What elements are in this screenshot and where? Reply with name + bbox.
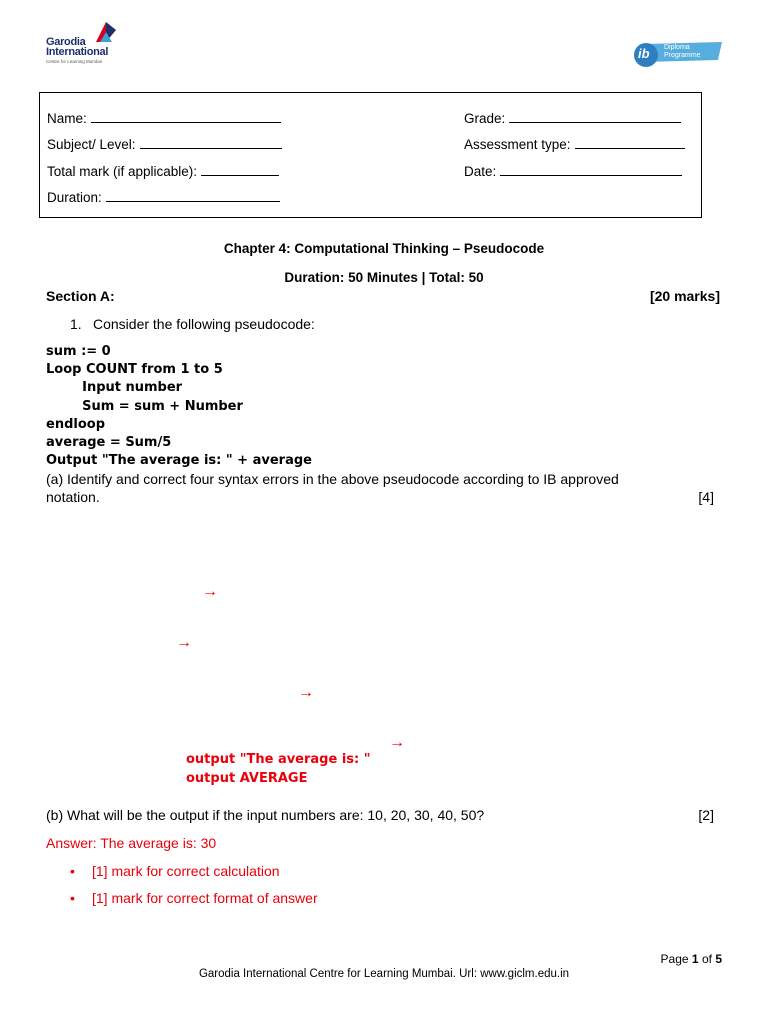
ib-line-1: Diploma: [664, 44, 690, 51]
code-line: Input number: [64, 380, 183, 395]
answer-output-line-1: output "The average is: ": [186, 752, 371, 767]
duration-field: [47, 189, 280, 205]
total-mark-blank[interactable]: [201, 163, 279, 176]
code-line: sum := 0: [46, 344, 111, 359]
subject-label: Subject/ Level:: [47, 137, 136, 152]
assessment-type-blank[interactable]: [575, 136, 685, 149]
logo-line-1: Garodia: [46, 36, 86, 48]
bullet-icon: •: [70, 890, 75, 906]
name-blank[interactable]: [91, 110, 281, 123]
assessment-type-field: [464, 136, 685, 152]
code-line: endloop: [46, 417, 106, 432]
date-blank[interactable]: [500, 163, 682, 176]
logo-line-2: International: [46, 46, 109, 58]
subject-blank[interactable]: [140, 136, 282, 149]
duration-label: Duration:: [47, 190, 102, 205]
garodia-logo: [46, 22, 126, 66]
logo-tagline: Centre for Learning Mumbai: [46, 59, 103, 64]
section-marks: [20 marks]: [649, 288, 720, 304]
list-item: [70, 890, 318, 906]
subject-field: [47, 136, 282, 152]
question-text: Consider the following pseudocode:: [93, 316, 315, 332]
page-of: of: [701, 952, 712, 966]
duration-blank[interactable]: [106, 189, 280, 202]
date-field: [464, 163, 682, 179]
arrow-icon: →: [176, 634, 192, 651]
name-label: Name:: [47, 111, 87, 126]
question-number: 1.: [70, 316, 82, 332]
footer-org: Garodia International Centre for Learning Mumbai. Url: www.giclm.edu.in: [198, 968, 570, 980]
arrow-icon: →: [389, 734, 405, 751]
part-a-line-2: notation.: [46, 489, 100, 505]
total-mark-field: [47, 163, 279, 179]
garodia-logo-mark-icon: [96, 22, 116, 42]
part-a-marks: [4]: [698, 489, 714, 505]
bullet-text: [1] mark for correct format of answer: [92, 890, 318, 906]
grade-blank[interactable]: [509, 110, 681, 123]
part-b-answer: Answer: The average is: 30: [46, 835, 217, 851]
code-line: Loop COUNT from 1 to 5: [46, 362, 223, 377]
bullet-text: [1] mark for correct calculation: [92, 863, 280, 879]
page-number: [661, 952, 722, 966]
answer-output-line-2: output AVERAGE: [186, 771, 308, 786]
page-prefix: Page: [660, 952, 689, 966]
code-line: Output "The average is: " + average: [46, 453, 312, 468]
grade-field: [464, 110, 681, 126]
code-line: Sum = sum + Number: [64, 399, 243, 414]
code-line: average = Sum/5: [46, 435, 172, 450]
part-b-text: (b) What will be the output if the input numbers are: 10, 20, 30, 40, 50?: [46, 807, 485, 823]
part-a-line-1: (a) Identify and correct four syntax errors in the above pseudocode according to IB approved: [46, 471, 619, 487]
list-item: [70, 863, 280, 879]
student-info-box: [39, 92, 702, 218]
name-field: [47, 110, 281, 126]
ib-mark: ib: [638, 46, 650, 61]
page-subtitle: Duration: 50 Minutes | Total: 50: [284, 270, 484, 285]
page-current: 1: [691, 952, 699, 966]
bullet-icon: •: [70, 863, 75, 879]
arrow-icon: →: [298, 684, 314, 701]
grade-label: Grade:: [464, 111, 506, 126]
part-b-marks: [2]: [698, 807, 714, 823]
total-mark-label: Total mark (if applicable):: [47, 164, 198, 179]
page-total: 5: [715, 952, 722, 966]
arrow-icon: →: [202, 583, 218, 600]
ib-line-2: Programme: [664, 52, 701, 59]
ib-diploma-logo: [632, 40, 724, 70]
assessment-type-label: Assessment type:: [464, 137, 571, 152]
page-title: Chapter 4: Computational Thinking – Pseudocode: [223, 241, 545, 256]
section-label: Section A:: [46, 288, 115, 304]
date-label: Date:: [464, 164, 497, 179]
